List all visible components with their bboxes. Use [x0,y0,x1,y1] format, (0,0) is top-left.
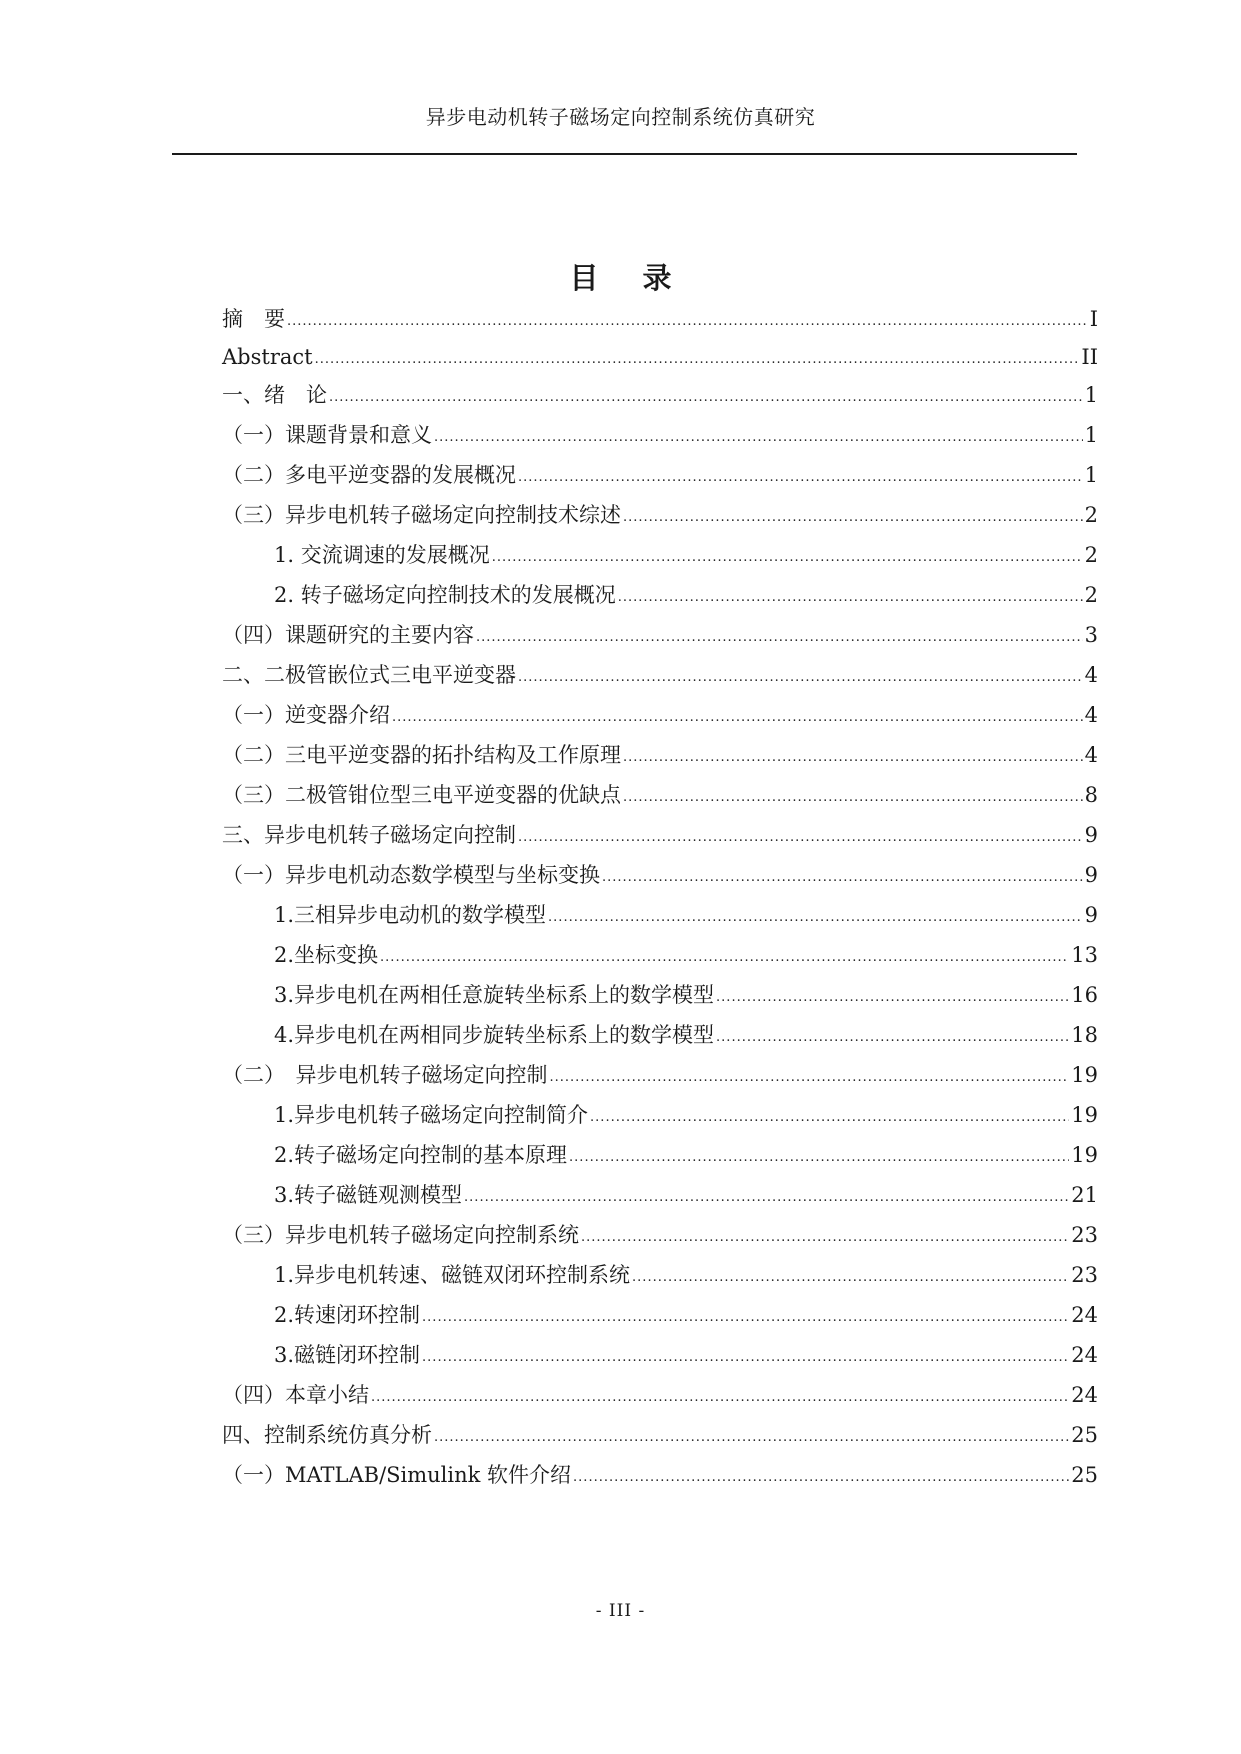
toc-dot-leader [434,1423,1069,1453]
toc-entry-title: Abstract [222,345,313,369]
toc-dot-leader [550,1063,1070,1093]
toc-entry-page: 4 [1084,743,1098,767]
toc-entry-page: 1 [1084,383,1098,407]
toc-entry-title: 一、绪 论 [222,383,327,407]
toc-entry[interactable] [274,1300,1098,1330]
toc-dot-leader [590,1103,1069,1133]
toc-entry[interactable] [274,940,1098,970]
page-number: - III - [595,1601,646,1621]
toc-entry[interactable] [274,1140,1098,1170]
toc-entry-title: 2.转子磁场定向控制的基本原理 [274,1143,568,1167]
toc-dot-leader [573,1463,1069,1493]
toc-title: 目录 [569,261,716,295]
running-header-title: 异步电动机转子磁场定向控制系统仿真研究 [425,105,816,129]
toc-entry-title: （一）逆变器介绍 [222,703,390,727]
toc-entry[interactable] [222,500,1098,530]
toc-entry[interactable] [222,1420,1098,1450]
toc-entry-page: 24 [1071,1383,1098,1407]
toc-entry-page: 23 [1071,1223,1098,1247]
toc-entry-page: 2 [1084,543,1098,567]
toc-entry-title: 二、二极管嵌位式三电平逆变器 [222,663,516,687]
toc-entry-page: 1 [1084,463,1098,487]
toc-dot-leader [618,583,1083,613]
toc-entry[interactable] [222,740,1098,770]
toc-entry-title: 1. 交流调速的发展概况 [274,543,490,567]
toc-entry[interactable] [222,342,1098,372]
toc-entry-title: （一）异步电机动态数学模型与坐标变换 [222,863,600,887]
toc-entry-title: 3.转子磁链观测模型 [274,1183,463,1207]
toc-entry-page: 24 [1071,1303,1098,1327]
toc-entry-title: 1.异步电机转速、磁链双闭环控制系统 [274,1263,631,1287]
toc-entry[interactable] [274,1260,1098,1290]
toc-dot-leader [518,823,1083,853]
toc-entry-page: 16 [1071,983,1098,1007]
toc-entry-page: 2 [1084,503,1098,527]
toc-entry-page: 25 [1071,1423,1098,1447]
toc-dot-leader [569,1143,1069,1173]
toc-entry-page: 19 [1071,1103,1098,1127]
toc-entry-page: I [1089,307,1098,331]
toc-entry[interactable] [222,1460,1098,1490]
toc-entry-title: （三）异步电机转子磁场定向控制系统 [222,1223,579,1247]
toc-entry[interactable] [222,1380,1098,1410]
toc-dot-leader [422,1343,1069,1373]
toc-entry-title: 摘 要 [222,307,285,331]
toc-dot-leader [476,623,1083,653]
toc-entry-page: 25 [1071,1463,1098,1487]
toc-entry-title: （四）课题研究的主要内容 [222,623,474,647]
toc-entry[interactable] [222,380,1098,410]
header-divider [172,153,1077,155]
toc-entry-page: 18 [1071,1023,1098,1047]
toc-entry-title: 2. 转子磁场定向控制技术的发展概况 [274,583,616,607]
toc-entry-title: （二）三电平逆变器的拓扑结构及工作原理 [222,743,621,767]
toc-entry-title: 2.转速闭环控制 [274,1303,421,1327]
toc-entry-page: 24 [1071,1343,1098,1367]
toc-dot-leader [492,543,1083,573]
toc-entry-page: 4 [1084,663,1098,687]
toc-entry-page: 2 [1084,583,1098,607]
toc-entry-title: （三）二极管钳位型三电平逆变器的优缺点 [222,783,621,807]
toc-entry-page: 4 [1084,703,1098,727]
toc-entry[interactable] [274,1340,1098,1370]
toc-dot-leader [623,503,1083,533]
toc-entry[interactable] [274,580,1098,610]
toc-entry-page: 19 [1071,1063,1098,1087]
toc-entry[interactable] [222,304,1098,334]
toc-entry-page: 9 [1084,863,1098,887]
toc-entry[interactable] [274,540,1098,570]
toc-entry-page: 13 [1071,943,1098,967]
toc-dot-leader [632,1263,1069,1293]
toc-dot-leader [434,423,1083,453]
toc-entry-title: 1.三相异步电动机的数学模型 [274,903,547,927]
toc-entry[interactable] [222,700,1098,730]
toc-entry-title: 2.坐标变换 [274,943,379,967]
toc-dot-leader [518,663,1083,693]
toc-dot-leader [371,1383,1069,1413]
toc-dot-leader [392,703,1083,733]
toc-dot-leader [329,383,1083,413]
toc-dot-leader [623,743,1083,773]
toc-entry-page: 9 [1084,823,1098,847]
toc-entry[interactable] [274,1100,1098,1130]
toc-entry-title: 三、异步电机转子磁场定向控制 [222,823,516,847]
toc-entry-page: II [1081,345,1098,369]
toc-entry-page: 8 [1084,783,1098,807]
toc-entry[interactable] [222,1060,1098,1090]
toc-entry[interactable] [274,1020,1098,1050]
toc-entry[interactable] [222,780,1098,810]
toc-entry-title: （三）异步电机转子磁场定向控制技术综述 [222,503,621,527]
toc-entry-title: 3.异步电机在两相任意旋转坐标系上的数学模型 [274,983,715,1007]
toc-dot-leader [548,903,1083,933]
toc-entry-page: 1 [1084,423,1098,447]
toc-entry[interactable] [222,460,1098,490]
toc-entry-page: 19 [1071,1143,1098,1167]
toc-entry-title: （四）本章小结 [222,1383,369,1407]
toc-dot-leader [581,1223,1069,1253]
toc-entry-page: 23 [1071,1263,1098,1287]
toc-entry-title: （一）MATLAB/Simulink 软件介绍 [222,1463,572,1487]
toc-entry[interactable] [222,420,1098,450]
toc-entry-page: 9 [1084,903,1098,927]
toc-entry-title: （二） 异步电机转子磁场定向控制 [222,1063,548,1087]
toc-dot-leader [716,1023,1069,1053]
toc-entry[interactable] [274,1180,1098,1210]
toc-entry-title: （一）课题背景和意义 [222,423,432,447]
toc-dot-leader [380,943,1069,973]
toc-dot-leader [315,345,1080,375]
toc-entry-page: 3 [1084,623,1098,647]
toc-entry-title: 四、控制系统仿真分析 [222,1423,432,1447]
toc-dot-leader [716,983,1069,1013]
toc-entry[interactable] [222,1220,1098,1250]
toc-dot-leader [287,307,1088,337]
toc-entry-title: 3.磁链闭环控制 [274,1343,421,1367]
toc-dot-leader [422,1303,1069,1333]
toc-entry-title: 4.异步电机在两相同步旋转坐标系上的数学模型 [274,1023,715,1047]
toc-entry-title: 1.异步电机转子磁场定向控制简介 [274,1103,589,1127]
toc-dot-leader [602,863,1083,893]
toc-entry[interactable] [222,620,1098,650]
toc-dot-leader [623,783,1083,813]
toc-entry-page: 21 [1071,1183,1098,1207]
toc-entry[interactable] [222,860,1098,890]
toc-entry-title: （二）多电平逆变器的发展概况 [222,463,516,487]
toc-entry[interactable] [222,660,1098,690]
toc-dot-leader [464,1183,1069,1213]
toc-dot-leader [518,463,1083,493]
toc-entry[interactable] [274,900,1098,930]
toc-entry[interactable] [274,980,1098,1010]
toc-entry[interactable] [222,820,1098,850]
